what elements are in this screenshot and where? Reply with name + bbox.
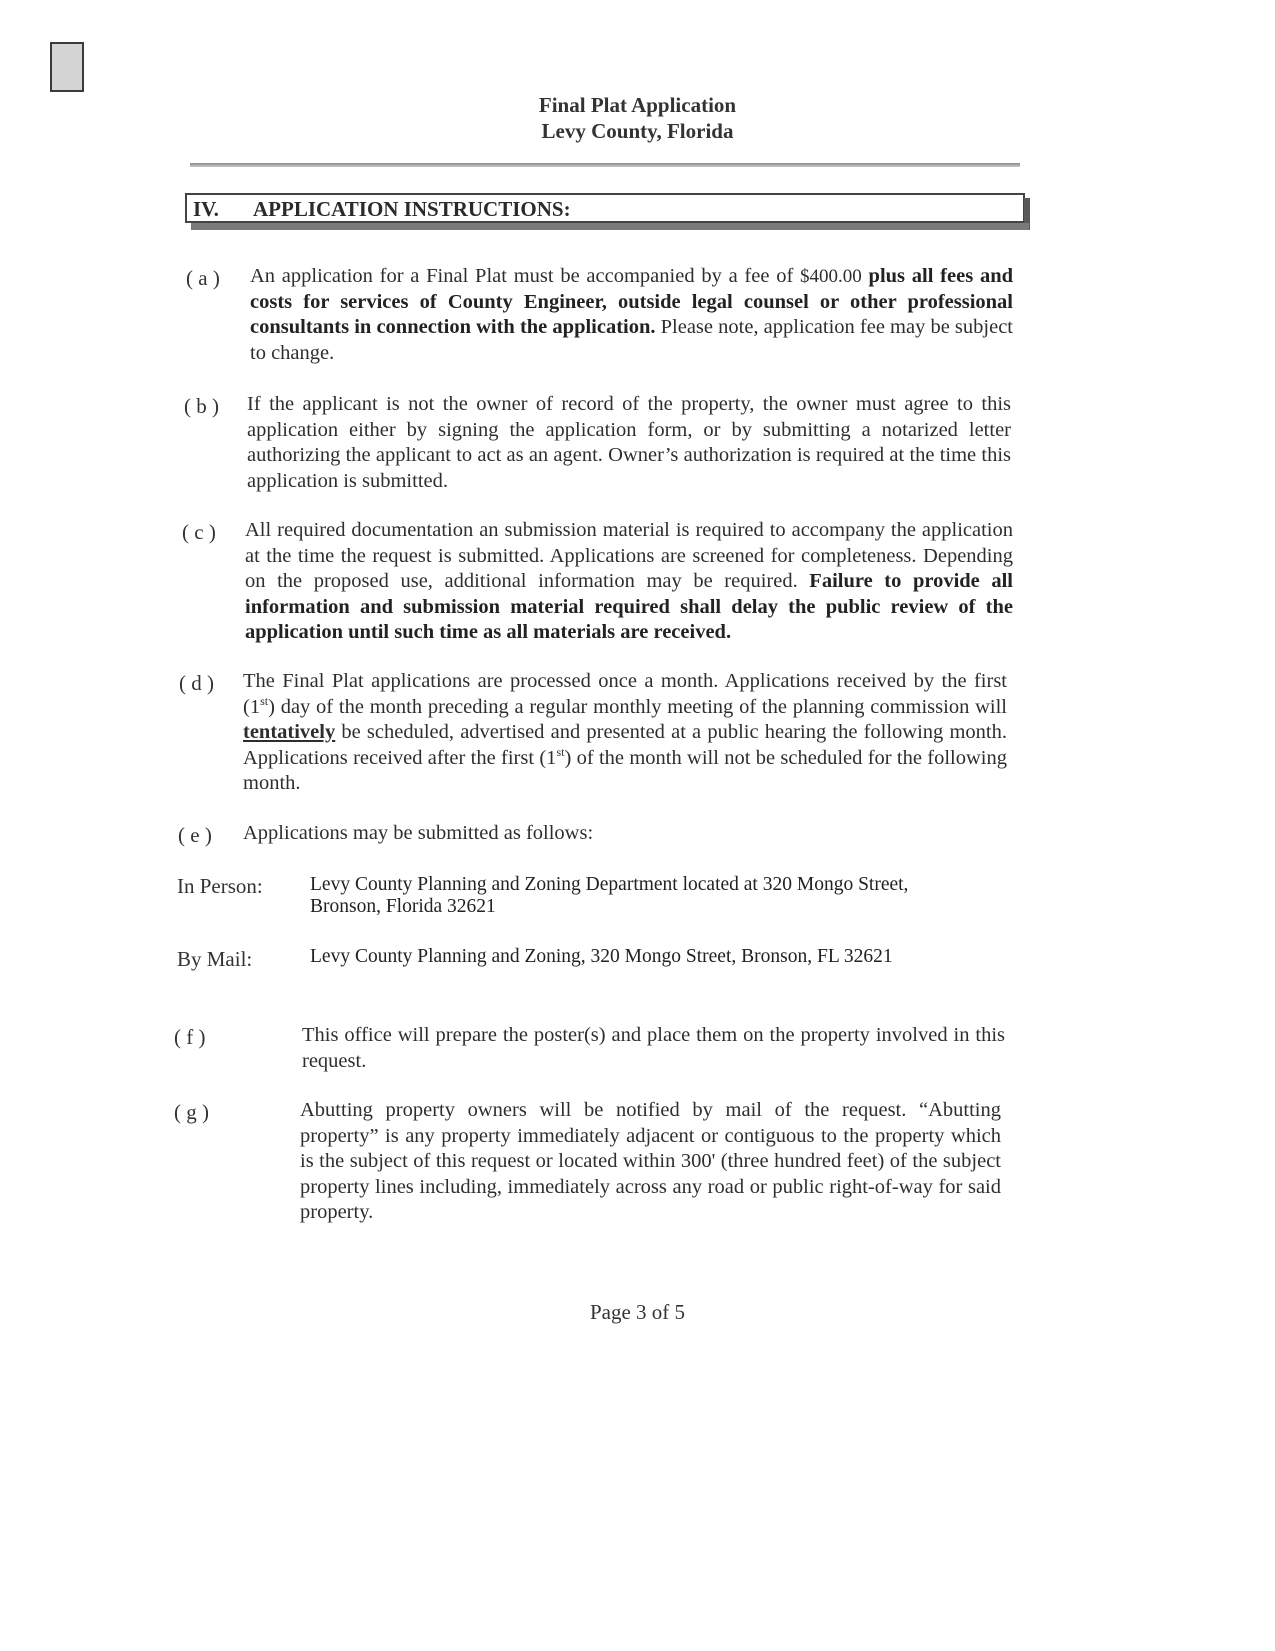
header-county: Levy County, Florida	[541, 119, 734, 143]
in-person-text: Levy County Planning and Zoning Department located at 320 Mongo Street, Bronson, Florida 32621	[310, 874, 909, 917]
in-person-label: In Person:	[177, 874, 263, 898]
header-divider	[190, 163, 1020, 167]
item-a-text-part3: Please note, application fee may be subject to change.	[250, 316, 1014, 364]
item-b-text: If the applicant is not the owner of record of the property, the owner must agree to this application either by signing the application form, or by submitting a notarized letter authorizing the applicant to act as an agent. Owner’s authorization is required at the time this application is submitted.	[247, 393, 1011, 492]
item-a-fee: $400.00	[800, 266, 862, 287]
item-d-underlined: tentatively	[243, 721, 336, 743]
item-d-text-part2: ) day of the month preceding a regular monthly meeting of the planning commission will	[268, 695, 1007, 718]
item-c-text-bold: Failure to provide all information and submission material required shall delay the public review of the application until such time as all materials are received.	[245, 570, 1014, 643]
item-d-sup2: st	[556, 744, 565, 759]
item-b-label: ( b )	[184, 394, 219, 418]
item-a-text-part1: An application for a Final Plat must be accompanied by a fee of	[250, 265, 801, 287]
corner-marker-box	[50, 42, 84, 92]
item-d-text-part4: ) of the month will not be scheduled for the following month.	[243, 746, 1007, 794]
item-a-label: ( a )	[186, 266, 220, 290]
item-d-sup1: st	[260, 693, 269, 708]
item-d-text-part1: The Final Plat applications are processed once a month. Applications received by the first (1	[243, 670, 1007, 718]
section-heading-box	[185, 193, 1025, 223]
item-c-label: ( c )	[182, 520, 216, 544]
item-c-text-part1: All required documentation an submission material is required to accompany the application at the time the request is submitted. Applications are screened for completeness. Depending on the proposed use, additional information may be required.	[245, 519, 1013, 592]
item-e-text: Applications may be submitted as follows:	[243, 822, 594, 844]
item-g-text: Abutting property owners will be notified by mail of the request. “Abutting property” is any property immediately adjacent or contiguous to the property which is the subject of this request or located within 300' (three hundred feet) of the subject property lines including, immediately across any road or public right-of-way for said property.	[300, 1099, 1001, 1223]
section-number: IV.	[193, 197, 219, 221]
section-title: APPLICATION INSTRUCTIONS:	[253, 197, 571, 221]
item-f-label: ( f )	[174, 1025, 206, 1049]
item-g-label: ( g )	[174, 1100, 209, 1124]
item-d-text	[243, 669, 1007, 797]
by-mail-label: By Mail:	[177, 947, 253, 971]
item-f-text: This office will prepare the poster(s) and place them on the property involved in this request.	[302, 1024, 1005, 1072]
item-c-text	[245, 518, 1013, 646]
header-title: Final Plat Application	[538, 93, 737, 117]
by-mail-text: Levy County Planning and Zoning, 320 Mongo Street, Bronson, FL 32621	[310, 946, 893, 967]
item-e-label: ( e )	[178, 823, 212, 847]
page-number: Page 3 of 5	[589, 1300, 686, 1324]
item-a-text-bold: plus all fees and costs for services of County Engineer, outside legal counsel or other professional consultants in connection with the application.	[250, 265, 1013, 338]
item-a-text	[250, 264, 1013, 366]
document-header	[0, 92, 1275, 144]
item-d-label: ( d )	[179, 671, 214, 695]
item-d-text-part3: be scheduled, advertised and presented at a public hearing the following month. Applications received after the first (1	[243, 721, 1007, 769]
